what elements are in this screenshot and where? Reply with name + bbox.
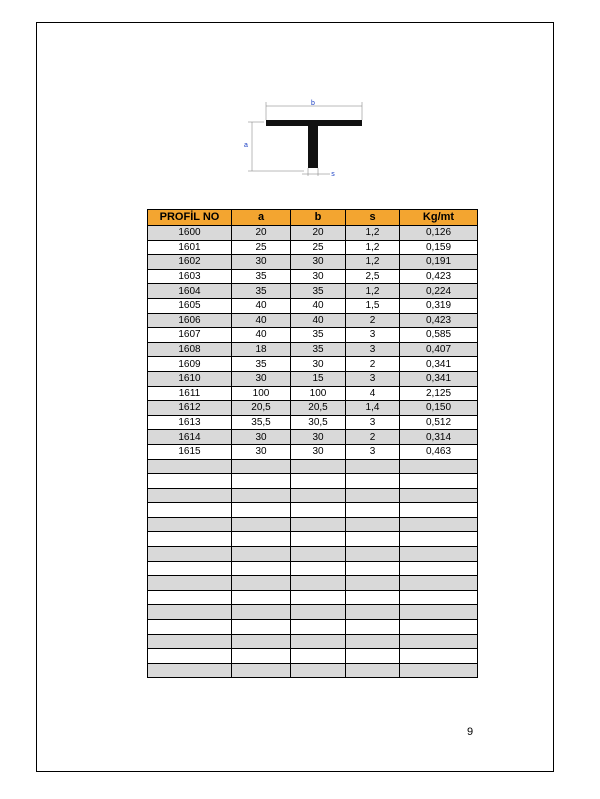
header-profile-no: PROFİL NO <box>148 210 232 226</box>
table-row <box>148 226 478 241</box>
cell-profile-no <box>148 605 232 620</box>
table-row <box>148 517 478 532</box>
table-row <box>148 269 478 284</box>
cell-b: 30 <box>291 430 346 445</box>
cell-kg-mt: 0,585 <box>400 328 478 343</box>
cell-s: 2,5 <box>346 269 400 284</box>
cell-a <box>232 547 291 562</box>
cell-b: 40 <box>291 298 346 313</box>
cell-profile-no <box>148 547 232 562</box>
cell-b <box>291 605 346 620</box>
cell-s: 2 <box>346 430 400 445</box>
header-s: s <box>346 210 400 226</box>
cell-profile-no: 1608 <box>148 342 232 357</box>
cell-b <box>291 503 346 518</box>
cell-profile-no: 1602 <box>148 255 232 270</box>
cell-s <box>346 634 400 649</box>
cell-a: 35,5 <box>232 415 291 430</box>
table-row <box>148 561 478 576</box>
cell-s: 3 <box>346 342 400 357</box>
table-row <box>148 357 478 372</box>
cell-kg-mt: 0,126 <box>400 226 478 241</box>
profile-spec-table <box>147 209 478 678</box>
cell-b: 20,5 <box>291 401 346 416</box>
cell-a: 20 <box>232 226 291 241</box>
table-row <box>148 590 478 605</box>
cell-s <box>346 605 400 620</box>
cell-s: 2 <box>346 313 400 328</box>
table-row <box>148 576 478 591</box>
cell-b <box>291 663 346 678</box>
cell-a <box>232 634 291 649</box>
cell-kg-mt <box>400 649 478 664</box>
cell-kg-mt: 0,150 <box>400 401 478 416</box>
cell-s <box>346 459 400 474</box>
cell-kg-mt <box>400 459 478 474</box>
cell-profile-no <box>148 488 232 503</box>
table-row <box>148 620 478 635</box>
table-row <box>148 474 478 489</box>
cell-b: 35 <box>291 342 346 357</box>
cell-s: 1,2 <box>346 240 400 255</box>
cell-profile-no <box>148 503 232 518</box>
dimension-s-label: s <box>331 171 335 178</box>
cell-b: 15 <box>291 371 346 386</box>
cell-s: 3 <box>346 328 400 343</box>
cell-b: 25 <box>291 240 346 255</box>
cell-b: 30 <box>291 269 346 284</box>
cell-profile-no <box>148 649 232 664</box>
cell-a: 40 <box>232 298 291 313</box>
cell-s <box>346 649 400 664</box>
cell-profile-no: 1601 <box>148 240 232 255</box>
cell-kg-mt <box>400 590 478 605</box>
table-row <box>148 459 478 474</box>
cell-kg-mt <box>400 532 478 547</box>
table-row <box>148 371 478 386</box>
table-row <box>148 284 478 299</box>
cell-s <box>346 663 400 678</box>
cell-kg-mt: 0,341 <box>400 357 478 372</box>
cell-s <box>346 620 400 635</box>
table-row <box>148 401 478 416</box>
table-row <box>148 488 478 503</box>
table-row <box>148 547 478 562</box>
cell-a <box>232 474 291 489</box>
t-profile-diagram <box>240 96 370 182</box>
cell-s <box>346 561 400 576</box>
page-number: 9 <box>467 726 474 738</box>
cell-a: 30 <box>232 371 291 386</box>
cell-a <box>232 605 291 620</box>
cell-kg-mt <box>400 576 478 591</box>
cell-s: 1,4 <box>346 401 400 416</box>
cell-kg-mt <box>400 663 478 678</box>
cell-b: 30,5 <box>291 415 346 430</box>
header-a: a <box>232 210 291 226</box>
cell-a <box>232 459 291 474</box>
cell-b: 35 <box>291 328 346 343</box>
cell-s <box>346 517 400 532</box>
cell-a <box>232 590 291 605</box>
cell-profile-no <box>148 517 232 532</box>
cell-a: 35 <box>232 284 291 299</box>
cell-b: 35 <box>291 284 346 299</box>
dimension-b-label: b <box>311 100 315 107</box>
table-row <box>148 663 478 678</box>
cell-a <box>232 561 291 576</box>
cell-profile-no: 1605 <box>148 298 232 313</box>
cell-b <box>291 649 346 664</box>
cell-kg-mt <box>400 488 478 503</box>
cell-s: 1,2 <box>346 255 400 270</box>
table-row <box>148 386 478 401</box>
cell-profile-no: 1615 <box>148 444 232 459</box>
header-b: b <box>291 210 346 226</box>
cell-b <box>291 517 346 532</box>
cell-s: 3 <box>346 415 400 430</box>
cell-profile-no: 1609 <box>148 357 232 372</box>
cell-kg-mt <box>400 634 478 649</box>
cell-profile-no: 1604 <box>148 284 232 299</box>
cell-s <box>346 576 400 591</box>
header-kg-mt: Kg/mt <box>400 210 478 226</box>
table-row <box>148 328 478 343</box>
cell-profile-no: 1612 <box>148 401 232 416</box>
cell-profile-no: 1606 <box>148 313 232 328</box>
table-row <box>148 430 478 445</box>
cell-b: 30 <box>291 357 346 372</box>
cell-a <box>232 532 291 547</box>
cell-kg-mt: 0,423 <box>400 269 478 284</box>
cell-profile-no <box>148 474 232 489</box>
table-row <box>148 240 478 255</box>
table-row <box>148 605 478 620</box>
table-row <box>148 503 478 518</box>
cell-b <box>291 474 346 489</box>
cell-profile-no: 1607 <box>148 328 232 343</box>
cell-kg-mt <box>400 517 478 532</box>
cell-kg-mt: 0,512 <box>400 415 478 430</box>
cell-b: 30 <box>291 255 346 270</box>
table-row <box>148 298 478 313</box>
cell-kg-mt <box>400 605 478 620</box>
cell-kg-mt <box>400 561 478 576</box>
cell-profile-no <box>148 561 232 576</box>
dimension-a-label: a <box>244 142 248 149</box>
cell-profile-no: 1600 <box>148 226 232 241</box>
cell-a <box>232 576 291 591</box>
cell-b: 40 <box>291 313 346 328</box>
cell-b <box>291 459 346 474</box>
cell-b <box>291 532 346 547</box>
cell-s <box>346 547 400 562</box>
cell-a: 30 <box>232 255 291 270</box>
table-row <box>148 313 478 328</box>
table-header-row <box>148 210 478 226</box>
cell-s: 1,2 <box>346 226 400 241</box>
cell-a: 100 <box>232 386 291 401</box>
cell-profile-no <box>148 576 232 591</box>
cell-profile-no <box>148 620 232 635</box>
cell-b: 30 <box>291 444 346 459</box>
cell-a: 25 <box>232 240 291 255</box>
cell-kg-mt <box>400 474 478 489</box>
cell-a: 18 <box>232 342 291 357</box>
cell-a: 20,5 <box>232 401 291 416</box>
cell-b <box>291 620 346 635</box>
t-web <box>308 120 318 168</box>
cell-a: 40 <box>232 313 291 328</box>
cell-a: 30 <box>232 444 291 459</box>
cell-s <box>346 590 400 605</box>
cell-s: 1,5 <box>346 298 400 313</box>
cell-kg-mt: 0,423 <box>400 313 478 328</box>
cell-kg-mt: 0,319 <box>400 298 478 313</box>
cell-a: 30 <box>232 430 291 445</box>
cell-profile-no <box>148 590 232 605</box>
cell-kg-mt: 0,224 <box>400 284 478 299</box>
cell-profile-no: 1603 <box>148 269 232 284</box>
cell-profile-no <box>148 532 232 547</box>
cell-kg-mt <box>400 503 478 518</box>
table-row <box>148 532 478 547</box>
cell-s <box>346 503 400 518</box>
cell-kg-mt: 0,341 <box>400 371 478 386</box>
cell-s <box>346 488 400 503</box>
cell-profile-no <box>148 663 232 678</box>
cell-b <box>291 547 346 562</box>
cell-a <box>232 649 291 664</box>
cell-s: 3 <box>346 371 400 386</box>
table-row <box>148 634 478 649</box>
cell-a <box>232 488 291 503</box>
cell-a <box>232 517 291 532</box>
cell-a: 35 <box>232 357 291 372</box>
cell-kg-mt: 0,407 <box>400 342 478 357</box>
cell-b <box>291 488 346 503</box>
cell-a: 40 <box>232 328 291 343</box>
cell-profile-no <box>148 459 232 474</box>
cell-a <box>232 663 291 678</box>
cell-profile-no: 1613 <box>148 415 232 430</box>
cell-a <box>232 620 291 635</box>
cell-kg-mt: 0,191 <box>400 255 478 270</box>
cell-profile-no <box>148 634 232 649</box>
cell-s: 1,2 <box>346 284 400 299</box>
table-row <box>148 444 478 459</box>
table-row <box>148 342 478 357</box>
cell-kg-mt: 0,159 <box>400 240 478 255</box>
cell-a: 35 <box>232 269 291 284</box>
table-row <box>148 415 478 430</box>
cell-b <box>291 590 346 605</box>
cell-kg-mt: 2,125 <box>400 386 478 401</box>
cell-profile-no: 1611 <box>148 386 232 401</box>
cell-b: 20 <box>291 226 346 241</box>
cell-a <box>232 503 291 518</box>
cell-b: 100 <box>291 386 346 401</box>
cell-profile-no: 1614 <box>148 430 232 445</box>
cell-b <box>291 576 346 591</box>
cell-kg-mt <box>400 547 478 562</box>
cell-b <box>291 634 346 649</box>
cell-b <box>291 561 346 576</box>
table-row <box>148 649 478 664</box>
cell-profile-no: 1610 <box>148 371 232 386</box>
cell-kg-mt: 0,463 <box>400 444 478 459</box>
cell-s: 2 <box>346 357 400 372</box>
cell-s: 4 <box>346 386 400 401</box>
table-body <box>148 226 478 678</box>
cell-s: 3 <box>346 444 400 459</box>
table-row <box>148 255 478 270</box>
cell-kg-mt: 0,314 <box>400 430 478 445</box>
cell-s <box>346 474 400 489</box>
cell-s <box>346 532 400 547</box>
cell-kg-mt <box>400 620 478 635</box>
